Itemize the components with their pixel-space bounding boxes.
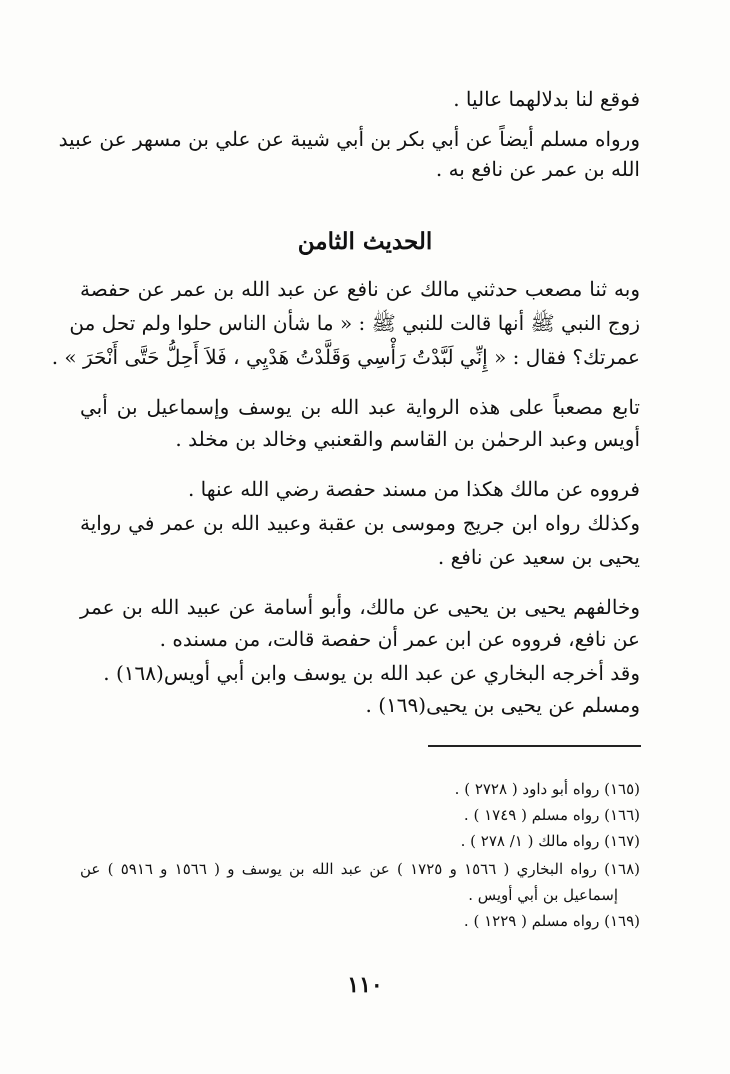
intro-line: ورواه مسلم أيضاً عن أبي بكر بن أبي شيبة عن علي بن مسهر عن عبيد <box>58 127 640 151</box>
intro-line: فوقع لنا بدلالهما عاليا . <box>453 87 640 111</box>
text-line: ومسلم عن يحيى بن يحيى(١٦٩) . <box>365 693 640 717</box>
footnote: (١٦٧) رواه مالك ( ١/ ٢٧٨ ) . <box>460 832 640 850</box>
footnote: (١٦٦) رواه مسلم ( ١٧٤٩ ) . <box>463 806 640 824</box>
text-line: وبه ثنا مصعب حدثني مالك عن نافع عن عبد الله بن عمر عن حفصة <box>80 277 640 301</box>
text-line: فرووه عن مالك هكذا من مسند حفصة رضي الله عنها . <box>187 477 640 501</box>
text-line: أويس وعبد الرحمٰن بن القاسم والقعنبي وخالد بن مخلد . <box>175 427 640 451</box>
footnote-separator <box>428 745 641 747</box>
footnote: (١٦٨) رواه البخاري ( ١٥٦٦ و ١٧٢٥ ) عن عبد الله بن يوسف و ( ١٥٦٦ و ٥٩١٦ ) عن <box>80 860 641 878</box>
text-line: وكذلك رواه ابن جريج وموسى بن عقبة وعبيد الله بن عمر في رواية <box>80 511 640 535</box>
text-line: عمرتك؟ فقال : « إِنِّي لَبَّدْتُ رَأْسِي وَقَلَّدْتُ هَدْيِي ، فَلاَ أَحِلُّ حَتَّى أَنْحَرَ » . <box>51 345 640 369</box>
footnote: (١٦٥) رواه أبو داود ( ٢٧٢٨ ) . <box>454 780 640 798</box>
hadith-heading: الحديث الثامن <box>297 228 433 255</box>
footnote-continuation: إسماعيل بن أبي أويس . <box>468 886 618 904</box>
text-line: وقد أخرجه البخاري عن عبد الله بن يوسف وابن أبي أويس(١٦٨) . <box>103 661 640 685</box>
intro-line: الله بن عمر عن نافع به . <box>435 157 640 181</box>
text-line: عن نافع، فرووه عن ابن عمر أن حفصة قالت، من مسنده . <box>159 627 640 651</box>
text-line: وخالفهم يحيى بن يحيى عن مالك، وأبو أسامة عن عبيد الله بن عمر <box>80 595 640 619</box>
footnote: (١٦٩) رواه مسلم ( ١٢٢٩ ) . <box>463 912 640 930</box>
text-line: زوج النبي ﷺ أنها قالت للنبي ﷺ : « ما شأن الناس حلوا ولم تحل من <box>69 311 640 335</box>
text-line: يحيى بن سعيد عن نافع . <box>437 545 640 569</box>
page-number: ١١٠ <box>347 972 383 998</box>
text-line: تابع مصعباً على هذه الرواية عبد الله بن يوسف وإسماعيل بن أبي <box>80 395 640 419</box>
